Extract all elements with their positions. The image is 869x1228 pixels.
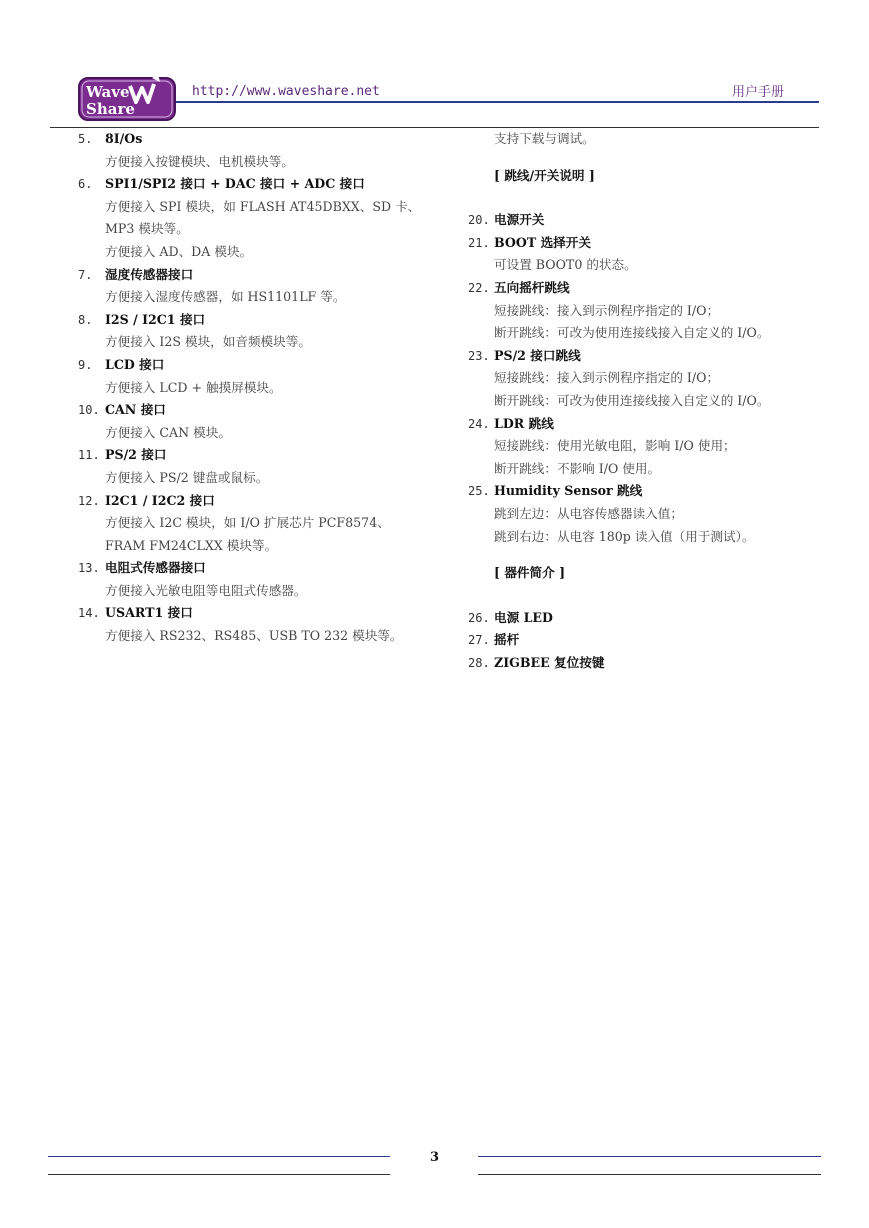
header-rule <box>176 101 819 103</box>
list-item <box>78 128 458 173</box>
item-number: 11. <box>78 448 100 463</box>
list-item <box>468 345 828 413</box>
item-desc: 方便接入 AD、DA 模块。 <box>105 243 253 259</box>
item-title: 摇杆 <box>494 632 520 648</box>
item-title: I2S / I2C1 接口 <box>105 311 206 327</box>
item-number: 12. <box>78 493 100 508</box>
item-desc: 方便接入光敏电阻等电阻式传感器。 <box>105 582 307 598</box>
list-item <box>468 232 828 277</box>
item-number: 7. <box>78 267 93 282</box>
item-desc: 方便接入按键模块、电机模块等。 <box>105 153 294 169</box>
item-desc: 方便接入 SPI 模块，如 FLASH AT45DBXX、SD 卡、 <box>105 198 421 214</box>
item-desc: MP3 模块等。 <box>105 221 189 237</box>
right-column <box>468 128 828 674</box>
item-desc: 跳到右边：从电容 180p 读入值（用于测试）。 <box>494 528 755 544</box>
section-heading-components: [ 器件简介 ] <box>494 565 566 581</box>
item-desc: 方便接入湿度传感器，如 HS1101LF 等。 <box>105 289 346 305</box>
item-number: 24. <box>468 416 490 431</box>
continuation-text: 支持下载与调试。 <box>494 131 595 146</box>
item-number: 27. <box>468 633 490 648</box>
page-number: 3 <box>429 1150 440 1165</box>
item-number: 26. <box>468 610 490 625</box>
item-desc: 方便接入 LCD + 触摸屏模块。 <box>105 379 282 395</box>
list-item <box>468 480 828 548</box>
item-desc: 方便接入 PS/2 键盘或鼠标。 <box>105 469 269 485</box>
section-heading-jumpers: [ 跳线/开关说明 ] <box>494 167 595 183</box>
list-item <box>468 209 828 232</box>
list-item <box>468 607 828 630</box>
list-item <box>78 173 458 263</box>
item-desc: 断开跳线：不影响 I/O 使用。 <box>494 460 661 476</box>
item-number: 25. <box>468 484 490 499</box>
footer-rule-left-bottom <box>48 1174 390 1175</box>
logo-text-bottom: Share <box>86 100 135 118</box>
left-column <box>78 128 458 648</box>
item-number: 5. <box>78 132 93 146</box>
item-desc: 断开跳线：可改为使用连接线接入自定义的 I/O。 <box>494 325 770 341</box>
item-title: 电阻式传感器接口 <box>105 560 206 576</box>
header-title: 用户手册 <box>731 85 784 100</box>
item-title: USART1 接口 <box>105 605 193 621</box>
list-item <box>468 413 828 481</box>
item-title: 电源 LED <box>494 609 553 625</box>
item-number: 22. <box>468 280 490 295</box>
item-desc: 短接跳线：使用光敏电阻，影响 I/O 使用； <box>494 438 736 454</box>
item-number: 21. <box>468 235 490 250</box>
item-title: ZIGBEE 复位按键 <box>494 654 605 670</box>
item-title: PS/2 接口 <box>105 447 167 463</box>
list-item <box>78 557 458 602</box>
list-item <box>78 264 458 309</box>
item-title: LDR 跳线 <box>494 415 554 431</box>
item-title: PS/2 接口跳线 <box>494 347 581 363</box>
item-desc: 短接跳线：接入到示例程序指定的 I/O； <box>494 370 720 386</box>
item-title: BOOT 选择开关 <box>494 234 591 250</box>
item-number: 13. <box>78 561 100 576</box>
item-desc: 方便接入 RS232、RS485、USB TO 232 模块等。 <box>105 628 403 644</box>
item-number: 9. <box>78 357 93 372</box>
item-desc: 跳到左边：从电容传感器读入值； <box>494 505 683 521</box>
item-title: I2C1 / I2C2 接口 <box>105 492 215 508</box>
logo-text-top: Wave <box>86 83 130 101</box>
list-item <box>78 309 458 354</box>
item-desc: FRAM FM24CLXX 模块等。 <box>105 537 278 553</box>
item-number: 23. <box>468 348 490 363</box>
list-item <box>468 629 828 652</box>
footer-rule-right-bottom <box>478 1174 821 1175</box>
item-desc: 方便接入 I2C 模块，如 I/O 扩展芯片 PCF8574、 <box>105 515 390 531</box>
list-item <box>78 490 458 558</box>
item-desc: 方便接入 I2S 模块，如音频模块等。 <box>105 334 311 350</box>
item-desc: 方便接入 CAN 模块。 <box>105 424 231 440</box>
item-title: Humidity Sensor 跳线 <box>494 483 643 499</box>
item-number: 8. <box>78 312 93 327</box>
item-title: 五向摇杆跳线 <box>494 279 570 295</box>
header-url[interactable]: http://www.waveshare.net <box>192 84 380 99</box>
waveshare-logo <box>78 74 178 122</box>
item-number: 20. <box>468 213 490 228</box>
item-number: 14. <box>78 606 100 621</box>
item-title: 8I/Os <box>105 131 143 146</box>
item-title: CAN 接口 <box>105 402 166 418</box>
item-title: 电源开关 <box>494 212 545 228</box>
list-item <box>468 277 828 345</box>
list-item <box>78 399 458 444</box>
item-desc: 断开跳线：可改为使用连接线接入自定义的 I/O。 <box>494 392 770 408</box>
item-title: SPI1/SPI2 接口 + DAC 接口 + ADC 接口 <box>105 176 365 192</box>
item-number: 28. <box>468 655 490 670</box>
item-desc: 短接跳线：接入到示例程序指定的 I/O； <box>494 302 720 318</box>
list-item <box>78 602 458 647</box>
item-number: 10. <box>78 403 100 418</box>
list-item <box>78 444 458 489</box>
item-desc: 可设置 BOOT0 的状态。 <box>494 257 637 273</box>
item-number: 6. <box>78 177 93 192</box>
item-title: 湿度传感器接口 <box>105 266 194 282</box>
item-title: LCD 接口 <box>105 356 165 372</box>
list-item <box>468 652 828 675</box>
list-item <box>78 354 458 399</box>
